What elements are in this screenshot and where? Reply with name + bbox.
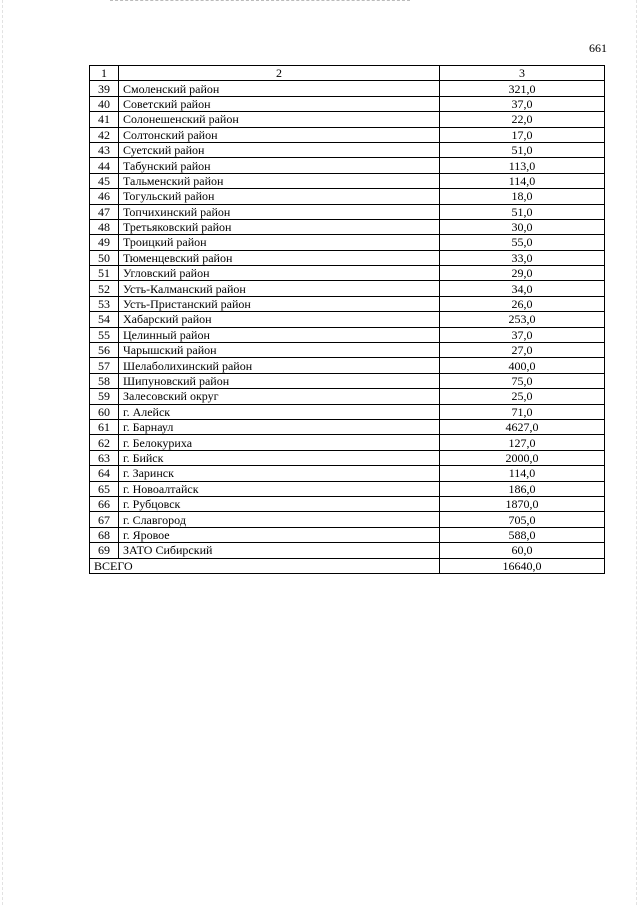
- row-value: 2000,0: [440, 450, 605, 465]
- row-district-name: г. Заринск: [119, 466, 440, 481]
- row-district-name: Тогульский район: [119, 189, 440, 204]
- table-row: [90, 327, 605, 342]
- row-number: 64: [90, 466, 119, 481]
- row-number: 53: [90, 296, 119, 311]
- row-district-name: Тальменский район: [119, 173, 440, 188]
- table-header: [90, 66, 605, 81]
- row-district-name: г. Яровое: [119, 527, 440, 542]
- row-district-name: г. Белокуриха: [119, 435, 440, 450]
- row-value: 22,0: [440, 112, 605, 127]
- table-row: [90, 512, 605, 527]
- row-number: 44: [90, 158, 119, 173]
- table-row: [90, 450, 605, 465]
- table-row: [90, 466, 605, 481]
- row-district-name: г. Алейск: [119, 404, 440, 419]
- header-col-3: 3: [440, 66, 605, 81]
- row-district-name: Смоленский район: [119, 81, 440, 96]
- table-row: [90, 419, 605, 434]
- table-row: [90, 266, 605, 281]
- row-number: 65: [90, 481, 119, 496]
- scan-artifact-right: [636, 0, 637, 905]
- table-row: [90, 358, 605, 373]
- table-row: [90, 496, 605, 511]
- row-value: 705,0: [440, 512, 605, 527]
- table-row: [90, 281, 605, 296]
- row-district-name: г. Славгород: [119, 512, 440, 527]
- table-row: [90, 96, 605, 111]
- page-number: 661: [589, 41, 607, 55]
- row-number: 40: [90, 96, 119, 111]
- row-number: 60: [90, 404, 119, 419]
- table-row: [90, 296, 605, 311]
- table-row: [90, 127, 605, 142]
- row-value: 34,0: [440, 281, 605, 296]
- table-row: [90, 158, 605, 173]
- row-value: 321,0: [440, 81, 605, 96]
- row-number: 66: [90, 496, 119, 511]
- row-district-name: Солонешенский район: [119, 112, 440, 127]
- row-value: 186,0: [440, 481, 605, 496]
- row-value: 25,0: [440, 389, 605, 404]
- row-number: 61: [90, 419, 119, 434]
- row-number: 42: [90, 127, 119, 142]
- row-value: 51,0: [440, 204, 605, 219]
- row-district-name: Хабарский район: [119, 312, 440, 327]
- row-number: 41: [90, 112, 119, 127]
- row-value: 51,0: [440, 142, 605, 157]
- row-district-name: Усть-Калманский район: [119, 281, 440, 296]
- row-number: 69: [90, 543, 119, 558]
- row-number: 58: [90, 373, 119, 388]
- table-row: [90, 250, 605, 265]
- table-row: [90, 543, 605, 558]
- row-value: 127,0: [440, 435, 605, 450]
- row-value: 37,0: [440, 96, 605, 111]
- scan-artifact-top: [110, 0, 410, 3]
- row-district-name: Троицкий район: [119, 235, 440, 250]
- row-value: 55,0: [440, 235, 605, 250]
- row-district-name: Шелаболихинский район: [119, 358, 440, 373]
- row-number: 49: [90, 235, 119, 250]
- row-district-name: г. Барнаул: [119, 419, 440, 434]
- row-number: 46: [90, 189, 119, 204]
- row-number: 54: [90, 312, 119, 327]
- header-row: [90, 66, 605, 81]
- row-value: 400,0: [440, 358, 605, 373]
- row-district-name: г. Новоалтайск: [119, 481, 440, 496]
- row-district-name: Тюменцевский район: [119, 250, 440, 265]
- row-value: 37,0: [440, 327, 605, 342]
- table-row: [90, 112, 605, 127]
- table-row: [90, 81, 605, 96]
- row-value: 33,0: [440, 250, 605, 265]
- row-value: 18,0: [440, 189, 605, 204]
- table-row: [90, 204, 605, 219]
- scan-artifact-left: [2, 0, 3, 905]
- row-number: 63: [90, 450, 119, 465]
- table-row: [90, 235, 605, 250]
- row-value: 29,0: [440, 266, 605, 281]
- table-row: [90, 189, 605, 204]
- row-number: 52: [90, 281, 119, 296]
- row-district-name: Шипуновский район: [119, 373, 440, 388]
- table-row: [90, 389, 605, 404]
- header-col-2: 2: [119, 66, 440, 81]
- row-district-name: Усть-Пристанский район: [119, 296, 440, 311]
- row-number: 43: [90, 142, 119, 157]
- table-footer: [90, 558, 605, 573]
- row-value: 30,0: [440, 219, 605, 234]
- row-number: 39: [90, 81, 119, 96]
- row-value: 27,0: [440, 343, 605, 358]
- row-value: 114,0: [440, 466, 605, 481]
- row-number: 45: [90, 173, 119, 188]
- total-row: [90, 558, 605, 573]
- row-district-name: г. Бийск: [119, 450, 440, 465]
- total-label: ВСЕГО: [90, 558, 440, 573]
- table-row: [90, 435, 605, 450]
- row-value: 17,0: [440, 127, 605, 142]
- row-district-name: Угловский район: [119, 266, 440, 281]
- row-number: 48: [90, 219, 119, 234]
- row-number: 55: [90, 327, 119, 342]
- table-row: [90, 173, 605, 188]
- row-number: 56: [90, 343, 119, 358]
- row-value: 253,0: [440, 312, 605, 327]
- row-value: 1870,0: [440, 496, 605, 511]
- table-row: [90, 142, 605, 157]
- row-value: 75,0: [440, 373, 605, 388]
- row-number: 57: [90, 358, 119, 373]
- row-value: 114,0: [440, 173, 605, 188]
- table-row: [90, 404, 605, 419]
- data-table: [89, 65, 605, 574]
- table-row: [90, 219, 605, 234]
- row-district-name: Топчихинский район: [119, 204, 440, 219]
- row-number: 50: [90, 250, 119, 265]
- row-number: 51: [90, 266, 119, 281]
- row-value: 60,0: [440, 543, 605, 558]
- header-col-1: 1: [90, 66, 119, 81]
- row-value: 26,0: [440, 296, 605, 311]
- table-row: [90, 312, 605, 327]
- row-value: 71,0: [440, 404, 605, 419]
- row-district-name: Солтонский район: [119, 127, 440, 142]
- table-body: [90, 81, 605, 558]
- row-district-name: Чарышский район: [119, 343, 440, 358]
- row-number: 62: [90, 435, 119, 450]
- row-number: 47: [90, 204, 119, 219]
- row-value: 113,0: [440, 158, 605, 173]
- row-number: 67: [90, 512, 119, 527]
- row-value: 588,0: [440, 527, 605, 542]
- row-value: 4627,0: [440, 419, 605, 434]
- row-district-name: Залесовский округ: [119, 389, 440, 404]
- row-district-name: Третьяковский район: [119, 219, 440, 234]
- table-row: [90, 527, 605, 542]
- table-row: [90, 373, 605, 388]
- row-number: 59: [90, 389, 119, 404]
- row-district-name: ЗАТО Сибирский: [119, 543, 440, 558]
- table-row: [90, 481, 605, 496]
- row-district-name: Суетский район: [119, 142, 440, 157]
- row-district-name: г. Рубцовск: [119, 496, 440, 511]
- row-district-name: Табунский район: [119, 158, 440, 173]
- row-district-name: Советский район: [119, 96, 440, 111]
- total-value: 16640,0: [440, 558, 605, 573]
- table-row: [90, 343, 605, 358]
- row-district-name: Целинный район: [119, 327, 440, 342]
- row-number: 68: [90, 527, 119, 542]
